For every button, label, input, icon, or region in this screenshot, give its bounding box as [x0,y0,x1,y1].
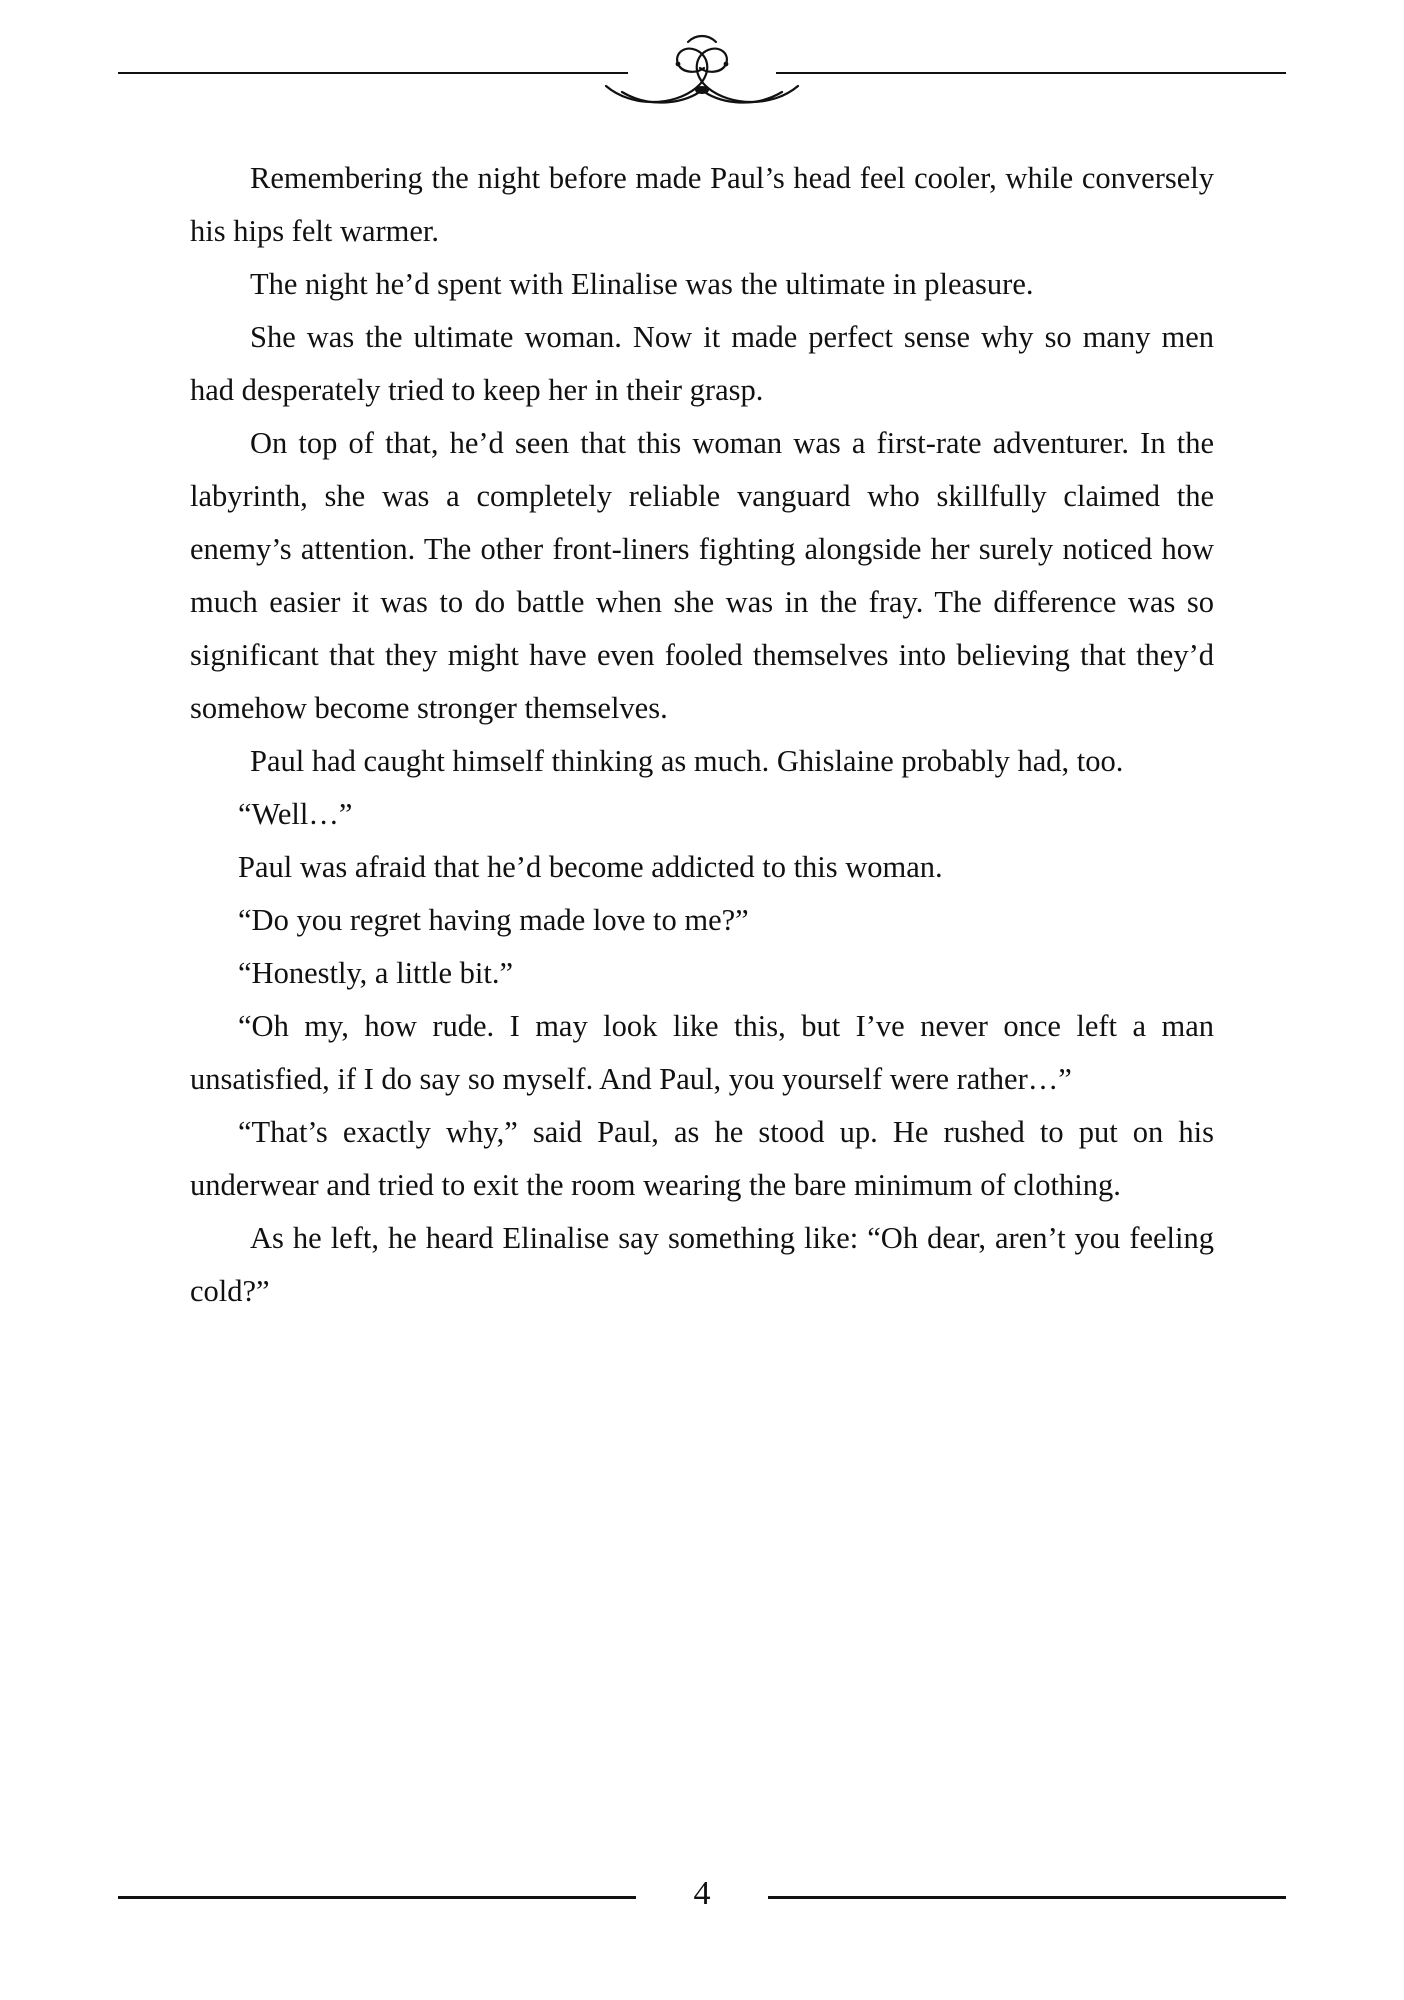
paragraph: Remembering the night before made Paul’s head feel cooler, while conversely his hips felt warmer. [190,161,1214,248]
paragraph: She was the ultimate woman. Now it made perfect sense why so many men had desperately tried to keep her in their grasp. [190,320,1214,407]
flourish-icon [592,30,812,125]
page-body [0,130,1404,2000]
page-header-ornament [0,0,1404,130]
footer-rule-left [118,1896,636,1899]
paragraph: On top of that, he’d seen that this woman was a first-rate adventurer. In the labyrinth, she was a completely reliable vanguard who skillfully claimed the enemy’s attention. The other front-liners fighting alongside her surely noticed how much easier it was to do battle when she was in the fray. The difference was so significant that they might have even fooled themselves into believing that they’d somehow become stronger themselves. [190,426,1214,725]
dialogue-line: “That’s exactly why,” said Paul, as he stood up. He rushed to put on his underwear and tried to exit the room wearing the bare minimum of clothing. [190,1115,1214,1202]
footer-rule-right [768,1896,1286,1899]
paragraph: Paul was afraid that he’d become addicted to this woman. [238,850,943,884]
dialogue-line: “Honestly, a little bit.” [238,956,513,990]
paragraph: The night he’d spent with Elinalise was the ultimate in pleasure. [250,267,1034,301]
paragraph: Paul had caught himself thinking as much. Ghislaine probably had, too. [250,744,1124,778]
page-footer [0,1866,1404,1926]
dialogue-line: “Oh my, how rude. I may look like this, but I’ve never once left a man unsatisfied, if I do say so myself. And Paul, you yourself were rather…” [190,1009,1214,1096]
dialogue-line: “Do you regret having made love to me?” [238,903,749,937]
header-rule-left [118,72,628,74]
page-number: 4 [693,1875,711,1912]
dialogue-line: “Well…” [238,797,353,831]
header-rule-right [776,72,1286,74]
paragraph: As he left, he heard Elinalise say something like: “Oh dear, aren’t you feeling cold?” [190,1221,1214,1308]
